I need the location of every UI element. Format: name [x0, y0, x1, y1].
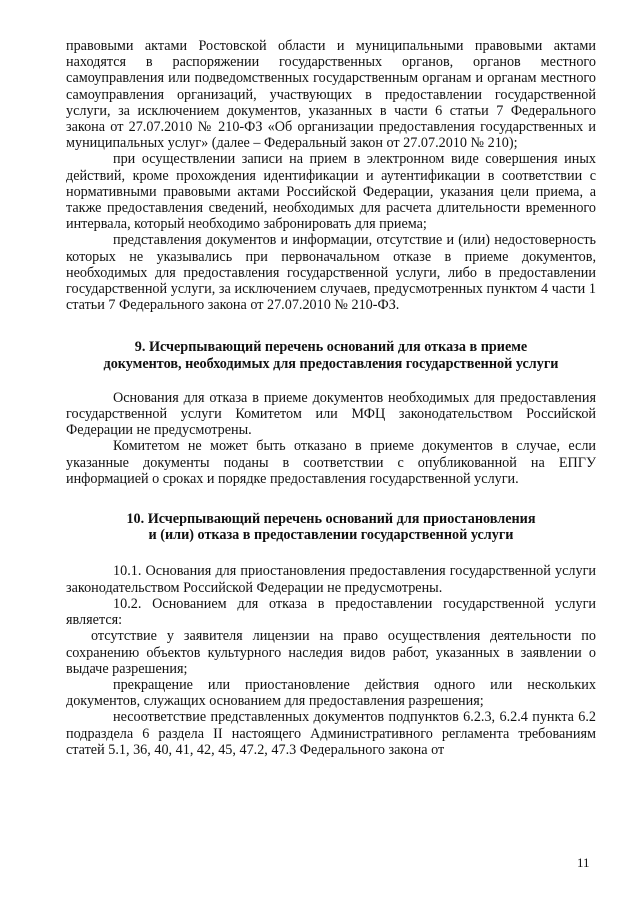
section-10-paragraph-10-2: 10.2. Основанием для отказа в предоставлении государственной услуги является: — [66, 595, 596, 629]
page-number: 11 — [577, 855, 590, 870]
document-page — [66, 38, 596, 758]
section-10-paragraph-termination: прекращение или приостановление действия одного или нескольких документов, служащих основанием для предоставления разрешения; — [66, 676, 596, 710]
section-10-paragraph-10-1: 10.1. Основания для приостановления предоставления государственной услуги законодательством Российской Федерации не предусмотрены. — [66, 563, 596, 596]
section-10-paragraph-noncompliance: несоответствие представленных документов подпунктов 6.2.3, 6.2.4 пункта 6.2 подраздела 6 раздела II настоящего Административного регламента требованиям статей 5.1, 36, 40, 41, 42, 45, 47.2, 47.3 Федерального закона от — [66, 709, 596, 758]
paragraph-legal-acts: правовыми актами Ростовской области и муниципальными правовыми актами находятся в распоряжении государственных органов, органов местного самоуправления или подведомственных государственным органам и органам местного самоуправления организаций, участвующих в предоставлении государственной услуги, за исключением документов, указанных в части 6 статьи 7 Федерального закона от 27.07.2010 № 210-ФЗ «Об организации предоставления государственных и муниципальных услуг» (далее – Федеральный закон от 27.07.2010 № 210); — [66, 38, 596, 152]
section-9-paragraph-grounds: Основания для отказа в приеме документов необходимых для предоставления государственной услуги Комитетом или МФЦ законодательством Российской Федерации не предусмотрены. — [66, 389, 596, 439]
paragraph-documents-info: представления документов и информации, отсутствие и (или) недостоверность которых не указывались при первоначальном отказе в приеме документов, необходимых для предоставления государственной услуги, либо в предоставлении государственной услуги, за исключением случаев, предусмотренных пунктом 4 части 1 статьи 7 Федерального закона от 27.07.2010 № 210-ФЗ. — [66, 232, 596, 314]
section-10-heading-line2: и (или) отказа в предоставлении государственной услуги — [148, 527, 514, 544]
section-10-heading-line1: 10. Исчерпывающий перечень оснований для приостановления — [126, 511, 536, 528]
section-9-heading-line2: документов, необходимых для предоставления государственной услуги — [103, 355, 559, 372]
paragraph-electronic-appointment: при осуществлении записи на прием в электронном виде совершения иных действий, кроме прохождения идентификации и аутентификации в соответствии с нормативными правовыми актами Российской Федерации, указания цели приема, а также предоставления сведений, необходимых для расчета длительности временного интервала, который необходимо забронировать для приема; — [66, 151, 596, 233]
section-9-paragraph-refusal: Комитетом не может быть отказано в приеме документов в случае, если указанные документы поданы в соответствии с опубликованной на ЕПГУ информацией о сроках и порядке предоставления государственной услуги. — [66, 438, 596, 487]
section-9-heading-line1: 9. Исчерпывающий перечень оснований для отказа в приеме — [134, 339, 528, 356]
section-10-paragraph-license: отсутствие у заявителя лицензии на право осуществления деятельности по сохранению объектов культурного наследия видов работ, указанных в заявлении о выдаче разрешения; — [66, 628, 596, 677]
